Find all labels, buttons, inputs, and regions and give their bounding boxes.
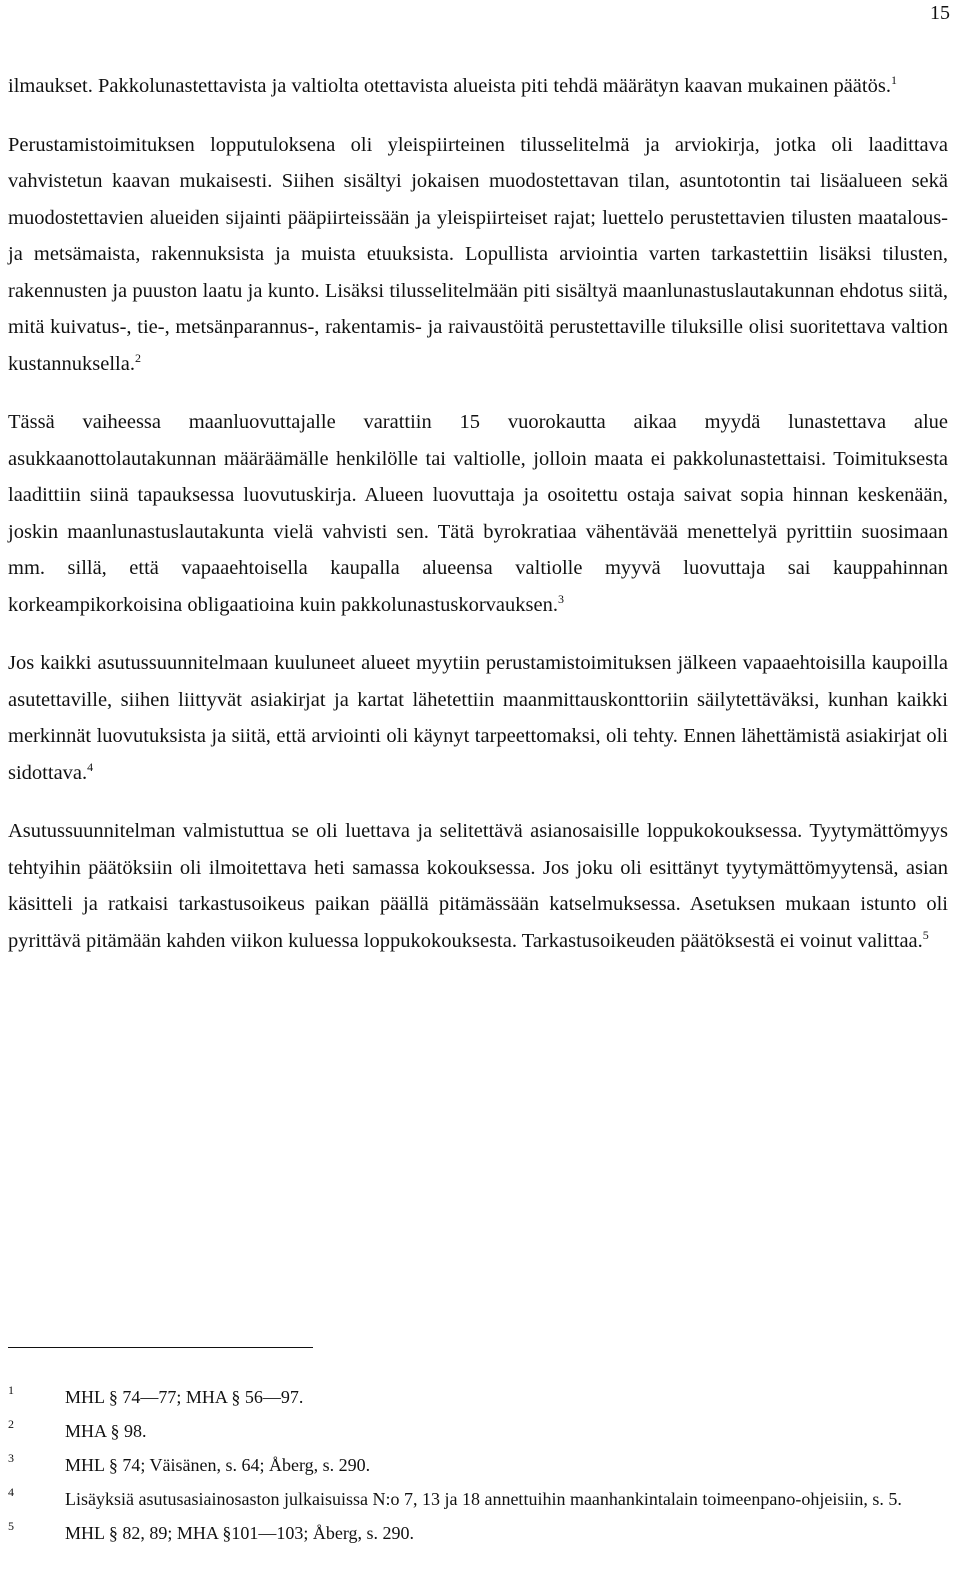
footnote xyxy=(8,1521,948,1545)
paragraph-text: ilmaukset. Pakkolunastettavista ja valtiolta otettavista alueista piti tehdä määrätyn kaavan mukainen päätös. xyxy=(8,75,891,97)
footnote xyxy=(8,1453,948,1477)
footnote xyxy=(8,1419,948,1443)
footnote-number: 5 xyxy=(8,1519,14,1533)
footnote-text: MHL § 74; Väisänen, s. 64; Åberg, s. 290. xyxy=(65,1455,371,1475)
footnote-ref: 3 xyxy=(557,591,564,606)
paragraph xyxy=(8,68,948,105)
paragraph-text: Asutussuunnitelman valmistuttua se oli luettava ja selitettävä asianosaisille loppukokouksessa. Tyytymättömyys tehtyihin päätöksiin oli ilmoitettava heti samassa kokouksessa. Jos joku oli esittänyt tyytymättömyytensä, asian käsitteli ja ratkaisi tarkastusoikeus paikan päällä pitämässään katselmuksessa. Asetuksen mukaan istunto oli pyrittävä pitämään kahden viikon kuluessa loppukokouksesta. Tarkastusoikeuden päätöksestä ei voinut valittaa. xyxy=(8,820,948,952)
footnote xyxy=(8,1385,948,1409)
footnote-number: 2 xyxy=(8,1417,14,1431)
paragraph xyxy=(8,404,948,623)
footnote-text: Lisäyksiä asutusasiainosaston julkaisuissa N:o 7, 13 ja 18 annettuihin maanhankintalain toimeenpano-ohjeisiin, s. 5. xyxy=(65,1489,902,1509)
footnotes xyxy=(8,1385,948,1555)
footnote-text: MHL § 82, 89; MHA §101—103; Åberg, s. 290. xyxy=(65,1523,415,1543)
footnote-number: 3 xyxy=(8,1451,14,1465)
page-number: 15 xyxy=(930,2,950,24)
footnote-ref: 1 xyxy=(890,73,897,87)
footnote-ref: 4 xyxy=(87,759,94,774)
paragraph-text: Tässä vaiheessa maanluovuttajalle varattiin 15 vuorokautta aikaa myydä lunastettava alue asukkaanottolautakunnan määräämälle henkilölle tai valtiolle, jolloin maata ei pakkolunastettaisi. Toimituksesta laadittiin siinä tapauksessa luovutuskirja. Alueen luovuttaja ja osoitettu ostaja saivat sopia hinnan keskenään, joskin maanlunastuslautakunta vielä vahvisti sen. Tätä byrokratiaa vähentävää menettelyä pyrittiin suosimaan mm. sillä, että vapaaehtoisella kaupalla alueensa valtiolle myyvä luovuttaja sai kauppahinnan korkeampikorkoisina obligaatioina kuin pakkolunastuskorvauksen. xyxy=(8,411,948,616)
paragraph xyxy=(8,127,948,383)
footnote-text: MHA § 98. xyxy=(65,1421,147,1441)
footnote xyxy=(8,1487,948,1511)
paragraph xyxy=(8,645,948,791)
footnote-text: MHL § 74—77; MHA § 56—97. xyxy=(65,1387,304,1407)
paragraph-text: Jos kaikki asutussuunnitelmaan kuuluneet alueet myytiin perustamistoimituksen jälkeen vapaaehtoisilla kaupoilla asutettaville, siihen liittyvät asiakirjat ja kartat lähetettiin maanmittauskonttoriin säilytettäväksi, kunhan kaikki merkinnät luovutuksista ja siitä, että arviointi oli käynyt tarpeettomaksi, oli tehty. Ennen lähettämistä asiakirjat oli sidottava. xyxy=(8,652,948,784)
footnote-ref: 2 xyxy=(134,350,141,365)
footnote-divider xyxy=(8,1347,313,1348)
footnote-number: 1 xyxy=(8,1383,14,1397)
paragraph xyxy=(8,813,948,959)
paragraph-text: Perustamistoimituksen lopputuloksena oli yleispiirteinen tilusselitelmä ja arviokirja, jotka oli laadittava vahvistetun kaavan mukaisesti. Siihen sisältyi jokaisen muodostettavan tilan, asuntotontin tai lisäalueen sekä muodostettavien alueiden sijainti pääpiirteissään ja yleispiirteiset rajat; luettelo perustettavien tilusten maatalous- ja metsämaista, rakennuksista ja muista etuuksista. Lopullista arviointia varten tarkastettiin lisäksi tilusten, rakennusten ja puuston laatu ja kunto. Lisäksi tilusselitelmään piti sisältyä maanlunastuslautakunnan ehdotus siitä, mitä kuivatus-, tie-, metsänparannus-, rakentamis- ja raivaustöitä perustettaville tiluksille olisi suoritettava valtion kustannuksella. xyxy=(8,133,948,375)
footnote-ref: 5 xyxy=(922,927,929,942)
body-text xyxy=(8,68,948,981)
footnote-number: 4 xyxy=(8,1485,14,1499)
